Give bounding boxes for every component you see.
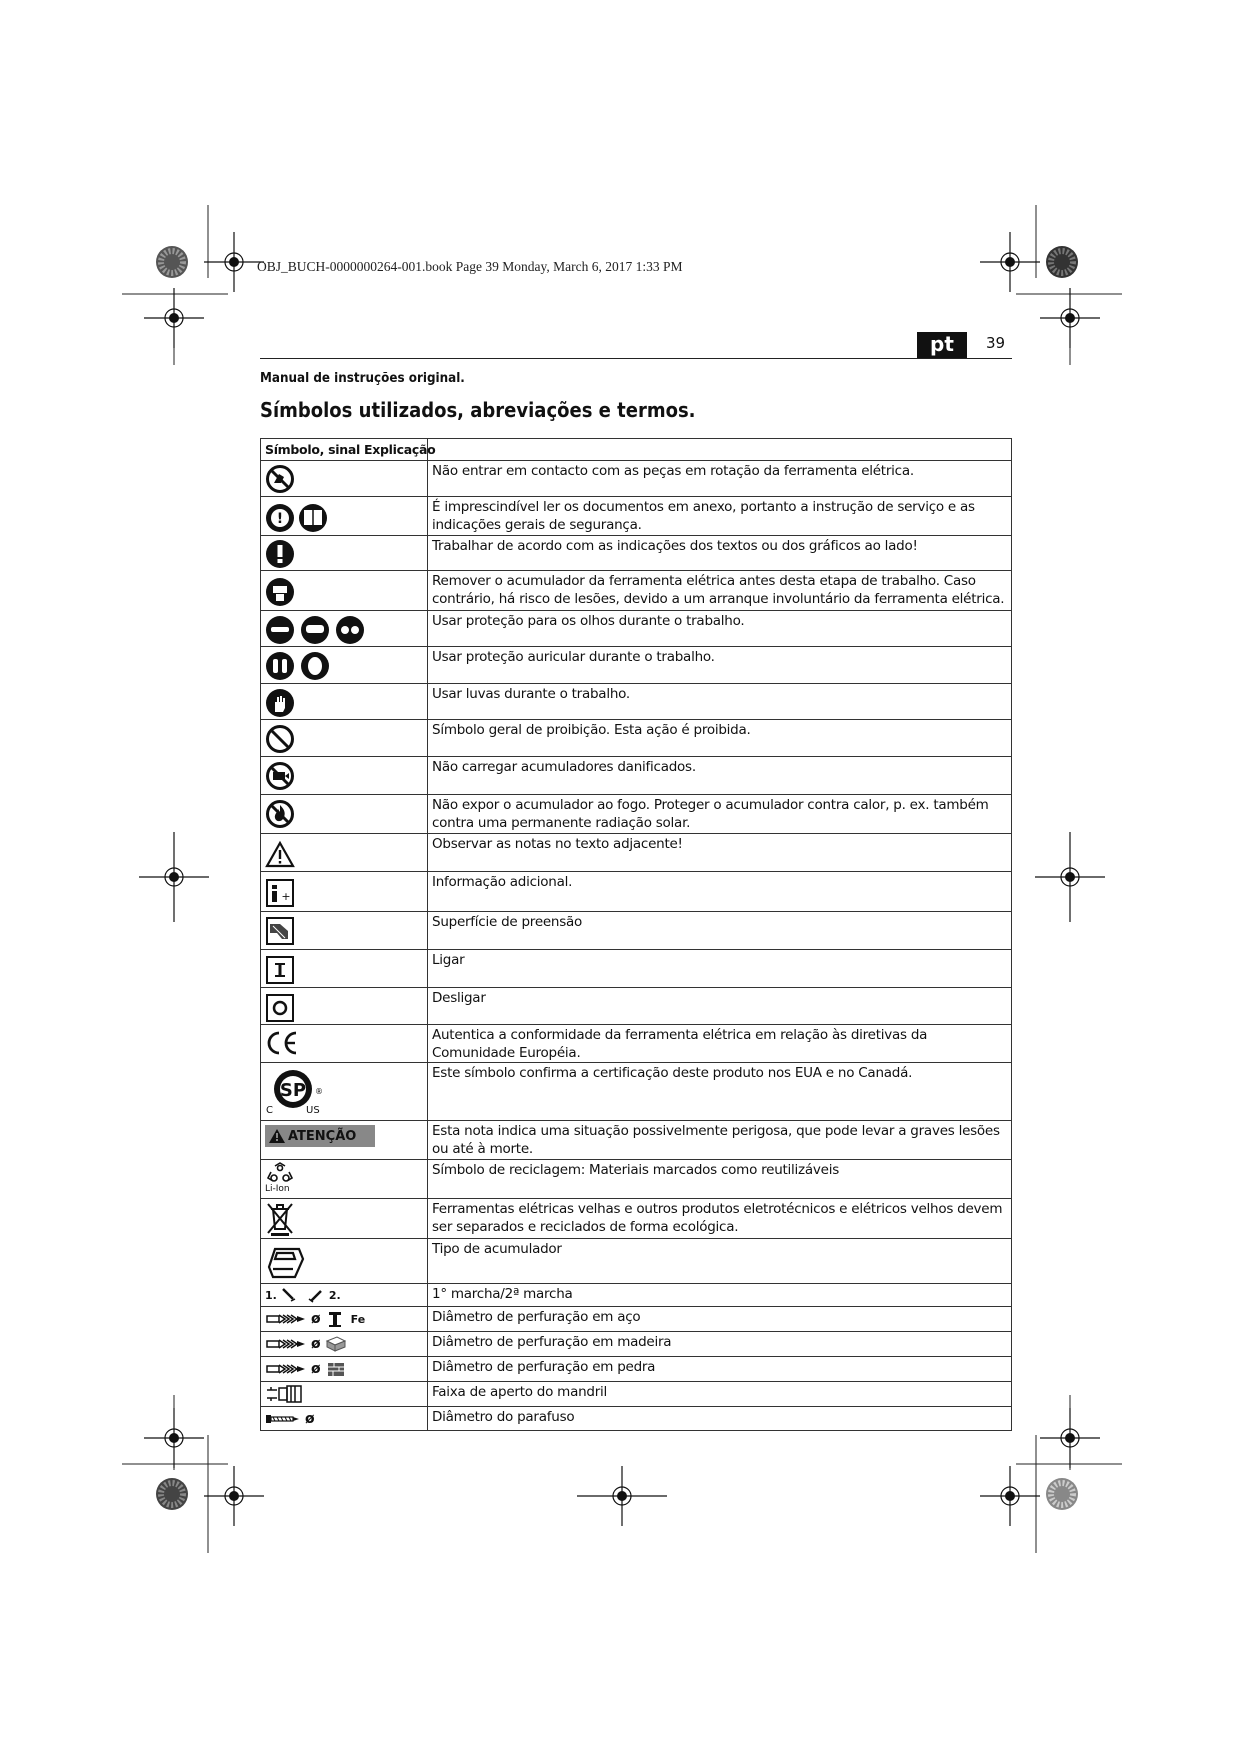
- recycling-li-ion-icon: [265, 1162, 295, 1186]
- row-text: Diâmetro de perfuração em madeira: [428, 1332, 1012, 1357]
- row-text: Trabalhar de acordo com as indicações dos textos ou dos gráficos ao lado!: [428, 536, 1012, 571]
- page-title: Símbolos utilizados, abreviações e termos.: [260, 398, 696, 422]
- table-header-row: [261, 439, 1012, 461]
- drill-stone-icon: [325, 1360, 347, 1378]
- drill-wood-icon: [325, 1335, 347, 1353]
- row-text: Faixa de aperto do mandril: [428, 1382, 1012, 1407]
- battery-type-icon: [265, 1241, 307, 1281]
- attention-label-text: ATENÇÃO: [288, 1128, 357, 1144]
- table-row: [261, 497, 1012, 536]
- chuck-range-icon: [265, 1385, 305, 1403]
- diameter-label: ø: [311, 1361, 321, 1377]
- table-row: [261, 795, 1012, 834]
- gloves-icon: [265, 688, 295, 718]
- header-explanation: Explicação: [364, 442, 436, 457]
- switch-on-icon: [265, 955, 295, 985]
- drill-bit-icon: [265, 1361, 307, 1377]
- row-text: Ligar: [428, 950, 1012, 988]
- table-row: [261, 1160, 1012, 1199]
- table-row: [261, 1307, 1012, 1332]
- csa-c-label: C: [266, 1105, 273, 1116]
- row-text: Ferramentas elétricas velhas e outros produtos eletrotécnicos e elétricos velhos devem ser separados e reciclados de forma ecológica.: [428, 1199, 1012, 1239]
- row-text: Não expor o acumulador ao fogo. Proteger o acumulador contra calor, p. ex. também contra uma permanente radiação solar.: [428, 795, 1012, 834]
- diameter-label: ø: [311, 1336, 321, 1352]
- table-row: [261, 757, 1012, 795]
- table-row: [261, 571, 1012, 611]
- svg-text:SP: SP: [279, 1080, 307, 1101]
- table-row: [261, 834, 1012, 872]
- info-icon: [265, 878, 295, 908]
- no-charge-damaged-battery-icon: [265, 761, 295, 791]
- row-text: É imprescindível ler os documentos em anexo, portanto a instrução de serviço e as indicações gerais de segurança.: [428, 497, 1012, 536]
- drill-bit-icon: [265, 1336, 307, 1352]
- row-text: Diâmetro de perfuração em aço: [428, 1307, 1012, 1332]
- ce-mark-icon: [265, 1030, 299, 1056]
- row-text: Este símbolo confirma a certificação deste produto nos EUA e no Canadá.: [428, 1063, 1012, 1121]
- table-row: [261, 1121, 1012, 1160]
- gear-2-label: 2.: [328, 1288, 341, 1302]
- row-text: Desligar: [428, 988, 1012, 1025]
- row-text: Usar proteção auricular durante o trabalho.: [428, 647, 1012, 684]
- mandatory-exclamation-icon: [265, 539, 295, 569]
- table-row: [261, 1332, 1012, 1357]
- li-ion-label: Li-Ion: [265, 1184, 290, 1194]
- svg-text:!: !: [276, 511, 284, 527]
- warning-triangle-icon: [265, 840, 295, 868]
- table-row: [261, 1357, 1012, 1382]
- table-row: [261, 1239, 1012, 1284]
- diameter-label: ø: [311, 1311, 321, 1327]
- read-manual-icon: [265, 502, 331, 534]
- table-row: [261, 1063, 1012, 1121]
- table-row: [261, 536, 1012, 571]
- language-badge: pt: [917, 332, 967, 358]
- row-text: Símbolo de reciclagem: Materiais marcados como reutilizáveis: [428, 1160, 1012, 1199]
- table-row: [261, 611, 1012, 647]
- drill-steel-icon: [325, 1310, 347, 1328]
- row-text: Autentica a conformidade da ferramenta elétrica em relação às diretivas da Comunidade Européia.: [428, 1025, 1012, 1063]
- row-text: Não carregar acumuladores danificados.: [428, 757, 1012, 795]
- no-touch-rotating-icon: [265, 464, 295, 494]
- row-text: Diâmetro de perfuração em pedra: [428, 1357, 1012, 1382]
- prohibition-icon: [265, 724, 295, 754]
- row-text: Diâmetro do parafuso: [428, 1407, 1012, 1431]
- warning-mini-icon: [269, 1129, 285, 1143]
- row-text: Usar luvas durante o trabalho.: [428, 684, 1012, 720]
- gear-1-2-icon: [281, 1287, 325, 1303]
- row-text: Observar as notas no texto adjacente!: [428, 834, 1012, 872]
- diameter-label: ø: [305, 1411, 315, 1427]
- csa-us-label: US: [306, 1105, 320, 1116]
- header-cell-empty: [428, 439, 1012, 461]
- table-row: [261, 1025, 1012, 1063]
- table-row: [261, 988, 1012, 1025]
- grip-surface-icon: [265, 916, 295, 946]
- gear-1-label: 1.: [265, 1288, 277, 1302]
- eye-protection-icon: [265, 615, 365, 645]
- table-row: [261, 1407, 1012, 1431]
- remove-battery-icon: [265, 577, 295, 607]
- symbols-table: [260, 438, 1012, 1431]
- table-row: [261, 461, 1012, 497]
- row-text: Remover o acumulador da ferramenta elétrica antes desta etapa de trabalho. Caso contrário, há risco de lesões, devido a um arranque involuntário da ferramenta elétrica.: [428, 571, 1012, 611]
- row-text: 1° marcha/2ª marcha: [428, 1284, 1012, 1307]
- table-row: [261, 684, 1012, 720]
- attention-label-icon: [265, 1125, 375, 1147]
- header-cell: [261, 439, 436, 461]
- fe-label: Fe: [350, 1312, 366, 1326]
- weee-bin-icon: [265, 1201, 295, 1237]
- row-text: Superfície de preensão: [428, 912, 1012, 950]
- row-text: Usar proteção para os olhos durante o trabalho.: [428, 611, 1012, 647]
- header-symbol: Símbolo, sinal: [265, 442, 360, 457]
- ear-protection-icon: [265, 651, 331, 681]
- page-number: 39: [986, 334, 1006, 352]
- table-row: [261, 647, 1012, 684]
- row-text: Não entrar em contacto com as peças em rotação da ferramenta elétrica.: [428, 461, 1012, 497]
- table-row: [261, 1199, 1012, 1239]
- table-row: [261, 912, 1012, 950]
- table-row: [261, 872, 1012, 912]
- svg-text:+: +: [281, 890, 291, 903]
- switch-off-icon: [265, 993, 295, 1023]
- drill-bit-icon: [265, 1311, 307, 1327]
- row-text: Esta nota indica uma situação possivelmente perigosa, que pode levar a graves lesões ou até à morte.: [428, 1121, 1012, 1160]
- svg-text:®: ®: [315, 1087, 323, 1096]
- table-row: [261, 950, 1012, 988]
- no-fire-icon: [265, 799, 295, 829]
- row-text: Símbolo geral de proibição. Esta ação é proibida.: [428, 720, 1012, 757]
- file-header: OBJ_BUCH-0000000264-001.book Page 39 Monday, March 6, 2017 1:33 PM: [257, 259, 683, 274]
- table-row: [261, 1284, 1012, 1307]
- row-text: Tipo de acumulador: [428, 1239, 1012, 1284]
- table-row: [261, 1382, 1012, 1407]
- subtitle: Manual de instruções original.: [260, 371, 465, 386]
- screw-diameter-icon: [265, 1413, 301, 1425]
- table-row: [261, 720, 1012, 757]
- row-text: Informação adicional.: [428, 872, 1012, 912]
- header-rule: [260, 358, 1012, 359]
